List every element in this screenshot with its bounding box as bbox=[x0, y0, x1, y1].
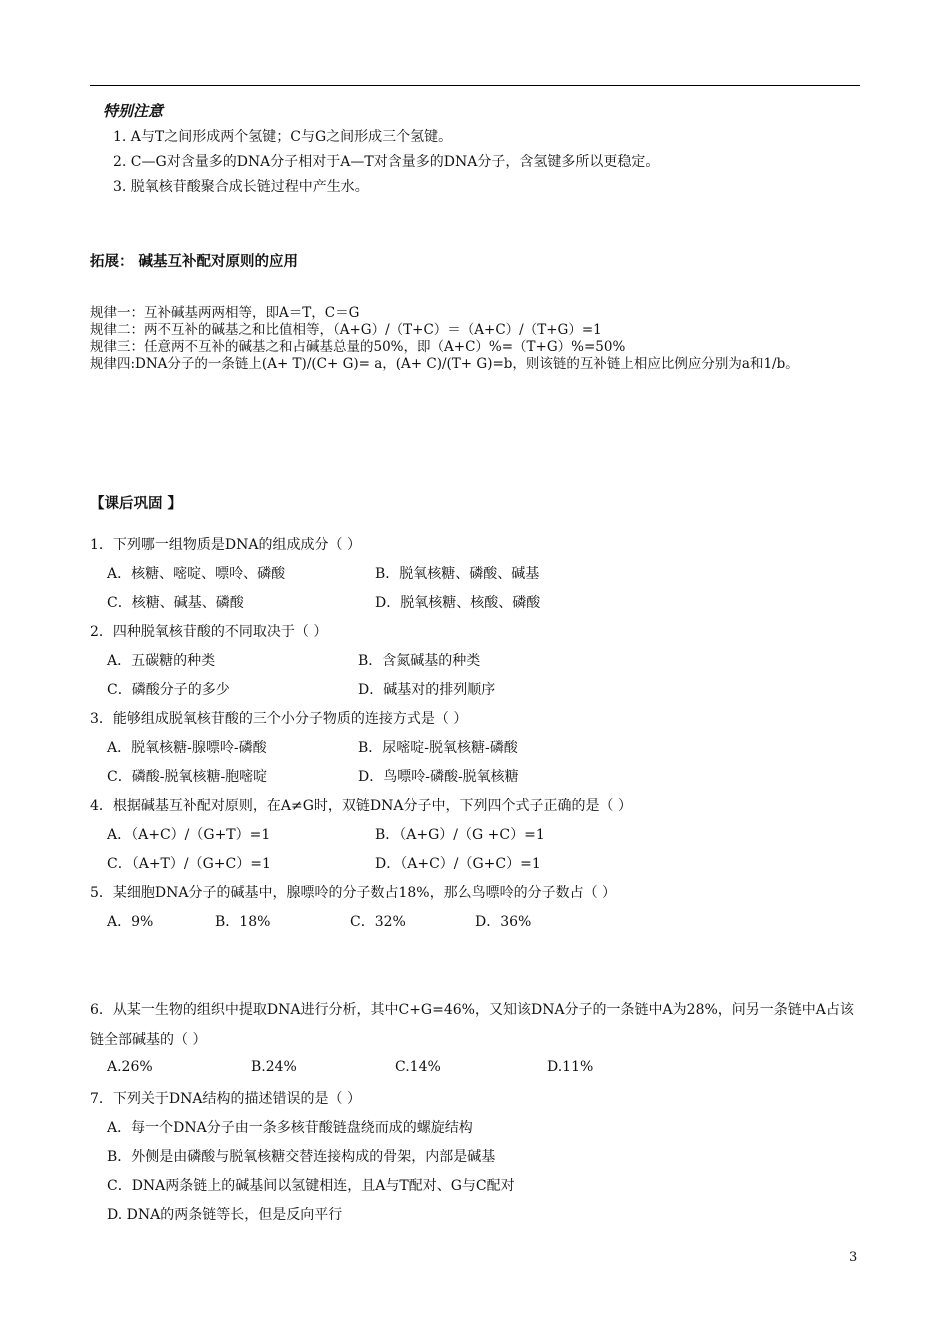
option: A．脱氧核糖-腺嘌呤-磷酸 bbox=[107, 740, 267, 756]
option: D．鸟嘌呤-磷酸-脱氧核糖 bbox=[358, 769, 519, 785]
question-stem: 2．四种脱氧核苷酸的不同取决于（ ） bbox=[90, 624, 328, 640]
extension-title: 拓展： 碱基互补配对原则的应用 bbox=[90, 254, 299, 270]
option: D．36% bbox=[475, 914, 532, 930]
question-stem: 7．下列关于DNA结构的描述错误的是（ ） bbox=[90, 1091, 361, 1107]
option: C．32% bbox=[350, 914, 406, 930]
rule-line: 规律四:DNA分子的一条链上(A+ T)/(C+ G)= a，(A+ C)/(T+ G)=b，则该链的互补链上相应比例应分别为a和1/b。 bbox=[90, 356, 799, 372]
option: B．含氮碱基的种类 bbox=[358, 653, 481, 669]
option: A．（A+C）/（G+T）=1 bbox=[107, 827, 271, 843]
option: B．脱氧核糖、磷酸、碱基 bbox=[375, 566, 540, 582]
option: D．（A+C）/（G+C）=1 bbox=[375, 856, 541, 872]
question-stem: 3．能够组成脱氧核苷酸的三个小分子物质的连接方式是（ ） bbox=[90, 711, 468, 727]
option: C.14% bbox=[395, 1059, 441, 1075]
option: C．核糖、碱基、磷酸 bbox=[107, 595, 244, 611]
rule-line: 规律一：互补碱基两两相等，即A＝T，C＝G bbox=[90, 305, 360, 321]
option: C．磷酸分子的多少 bbox=[107, 682, 230, 698]
rule-line: 规律三：任意两不互补的碱基之和占碱基总量的50%，即（A+C）%=（T+G）%=50% bbox=[90, 339, 626, 355]
option: C．（A+T）/（G+C）=1 bbox=[107, 856, 271, 872]
option: D．碱基对的排列顺序 bbox=[358, 682, 496, 698]
question-stem: 6．从某一生物的组织中提取DNA进行分析，其中C+G=46%，又知该DNA分子的一条链中A为28%，问另一条链中A占该链全部碱基的（ ） bbox=[90, 1002, 854, 1048]
page-number: 3 bbox=[849, 1250, 858, 1265]
note-title: 特别注意 bbox=[103, 102, 164, 120]
option: B．18% bbox=[215, 914, 271, 930]
option: A．五碳糖的种类 bbox=[107, 653, 216, 669]
question-stem: 5．某细胞DNA分子的碱基中，腺嘌呤的分子数占18%，那么鸟嘌呤的分子数占（ ） bbox=[90, 885, 617, 901]
option: C．DNA两条链上的碱基间以氢键相连，且A与T配对、G与C配对 bbox=[107, 1178, 515, 1194]
rule-line: 规律二：两不互补的碱基之和比值相等，（A+G）/（T+C）＝（A+C）/（T+G）=1 bbox=[90, 322, 602, 338]
option: A.26% bbox=[107, 1059, 153, 1075]
option: D.11% bbox=[547, 1059, 594, 1075]
option: A．核糖、嘧啶、嘌呤、磷酸 bbox=[107, 566, 286, 582]
note-item: 1. A与T之间形成两个氢键；C与G之间形成三个氢键。 bbox=[113, 129, 453, 145]
option: A．9% bbox=[107, 914, 154, 930]
option: B．尿嘧啶-脱氧核糖-磷酸 bbox=[358, 740, 518, 756]
option: B．（A+G）/（G +C）=1 bbox=[375, 827, 545, 843]
option: B.24% bbox=[251, 1059, 297, 1075]
note-item: 3. 脱氧核苷酸聚合成长链过程中产生水。 bbox=[113, 179, 369, 195]
exercises-title: 【课后巩固 】 bbox=[90, 496, 183, 512]
option: B．外侧是由磷酸与脱氧核糖交替连接构成的骨架，内部是碱基 bbox=[107, 1149, 496, 1165]
header-rule bbox=[90, 85, 860, 86]
option: C．磷酸-脱氧核糖-胞嘧啶 bbox=[107, 769, 268, 785]
question-stem: 1．下列哪一组物质是DNA的组成成分（ ） bbox=[90, 537, 361, 553]
option: D．脱氧核糖、核酸、磷酸 bbox=[375, 595, 541, 611]
option: A．每一个DNA分子由一条多核苷酸链盘绕而成的螺旋结构 bbox=[107, 1120, 473, 1136]
question-stem: 4．根据碱基互补配对原则，在A≠G时，双链DNA分子中，下列四个式子正确的是（ ） bbox=[90, 798, 632, 814]
note-item: 2. C—G对含量多的DNA分子相对于A—T对含量多的DNA分子，含氢键多所以更稳定。 bbox=[113, 154, 660, 170]
option: D. DNA的两条链等长，但是反向平行 bbox=[107, 1207, 343, 1223]
